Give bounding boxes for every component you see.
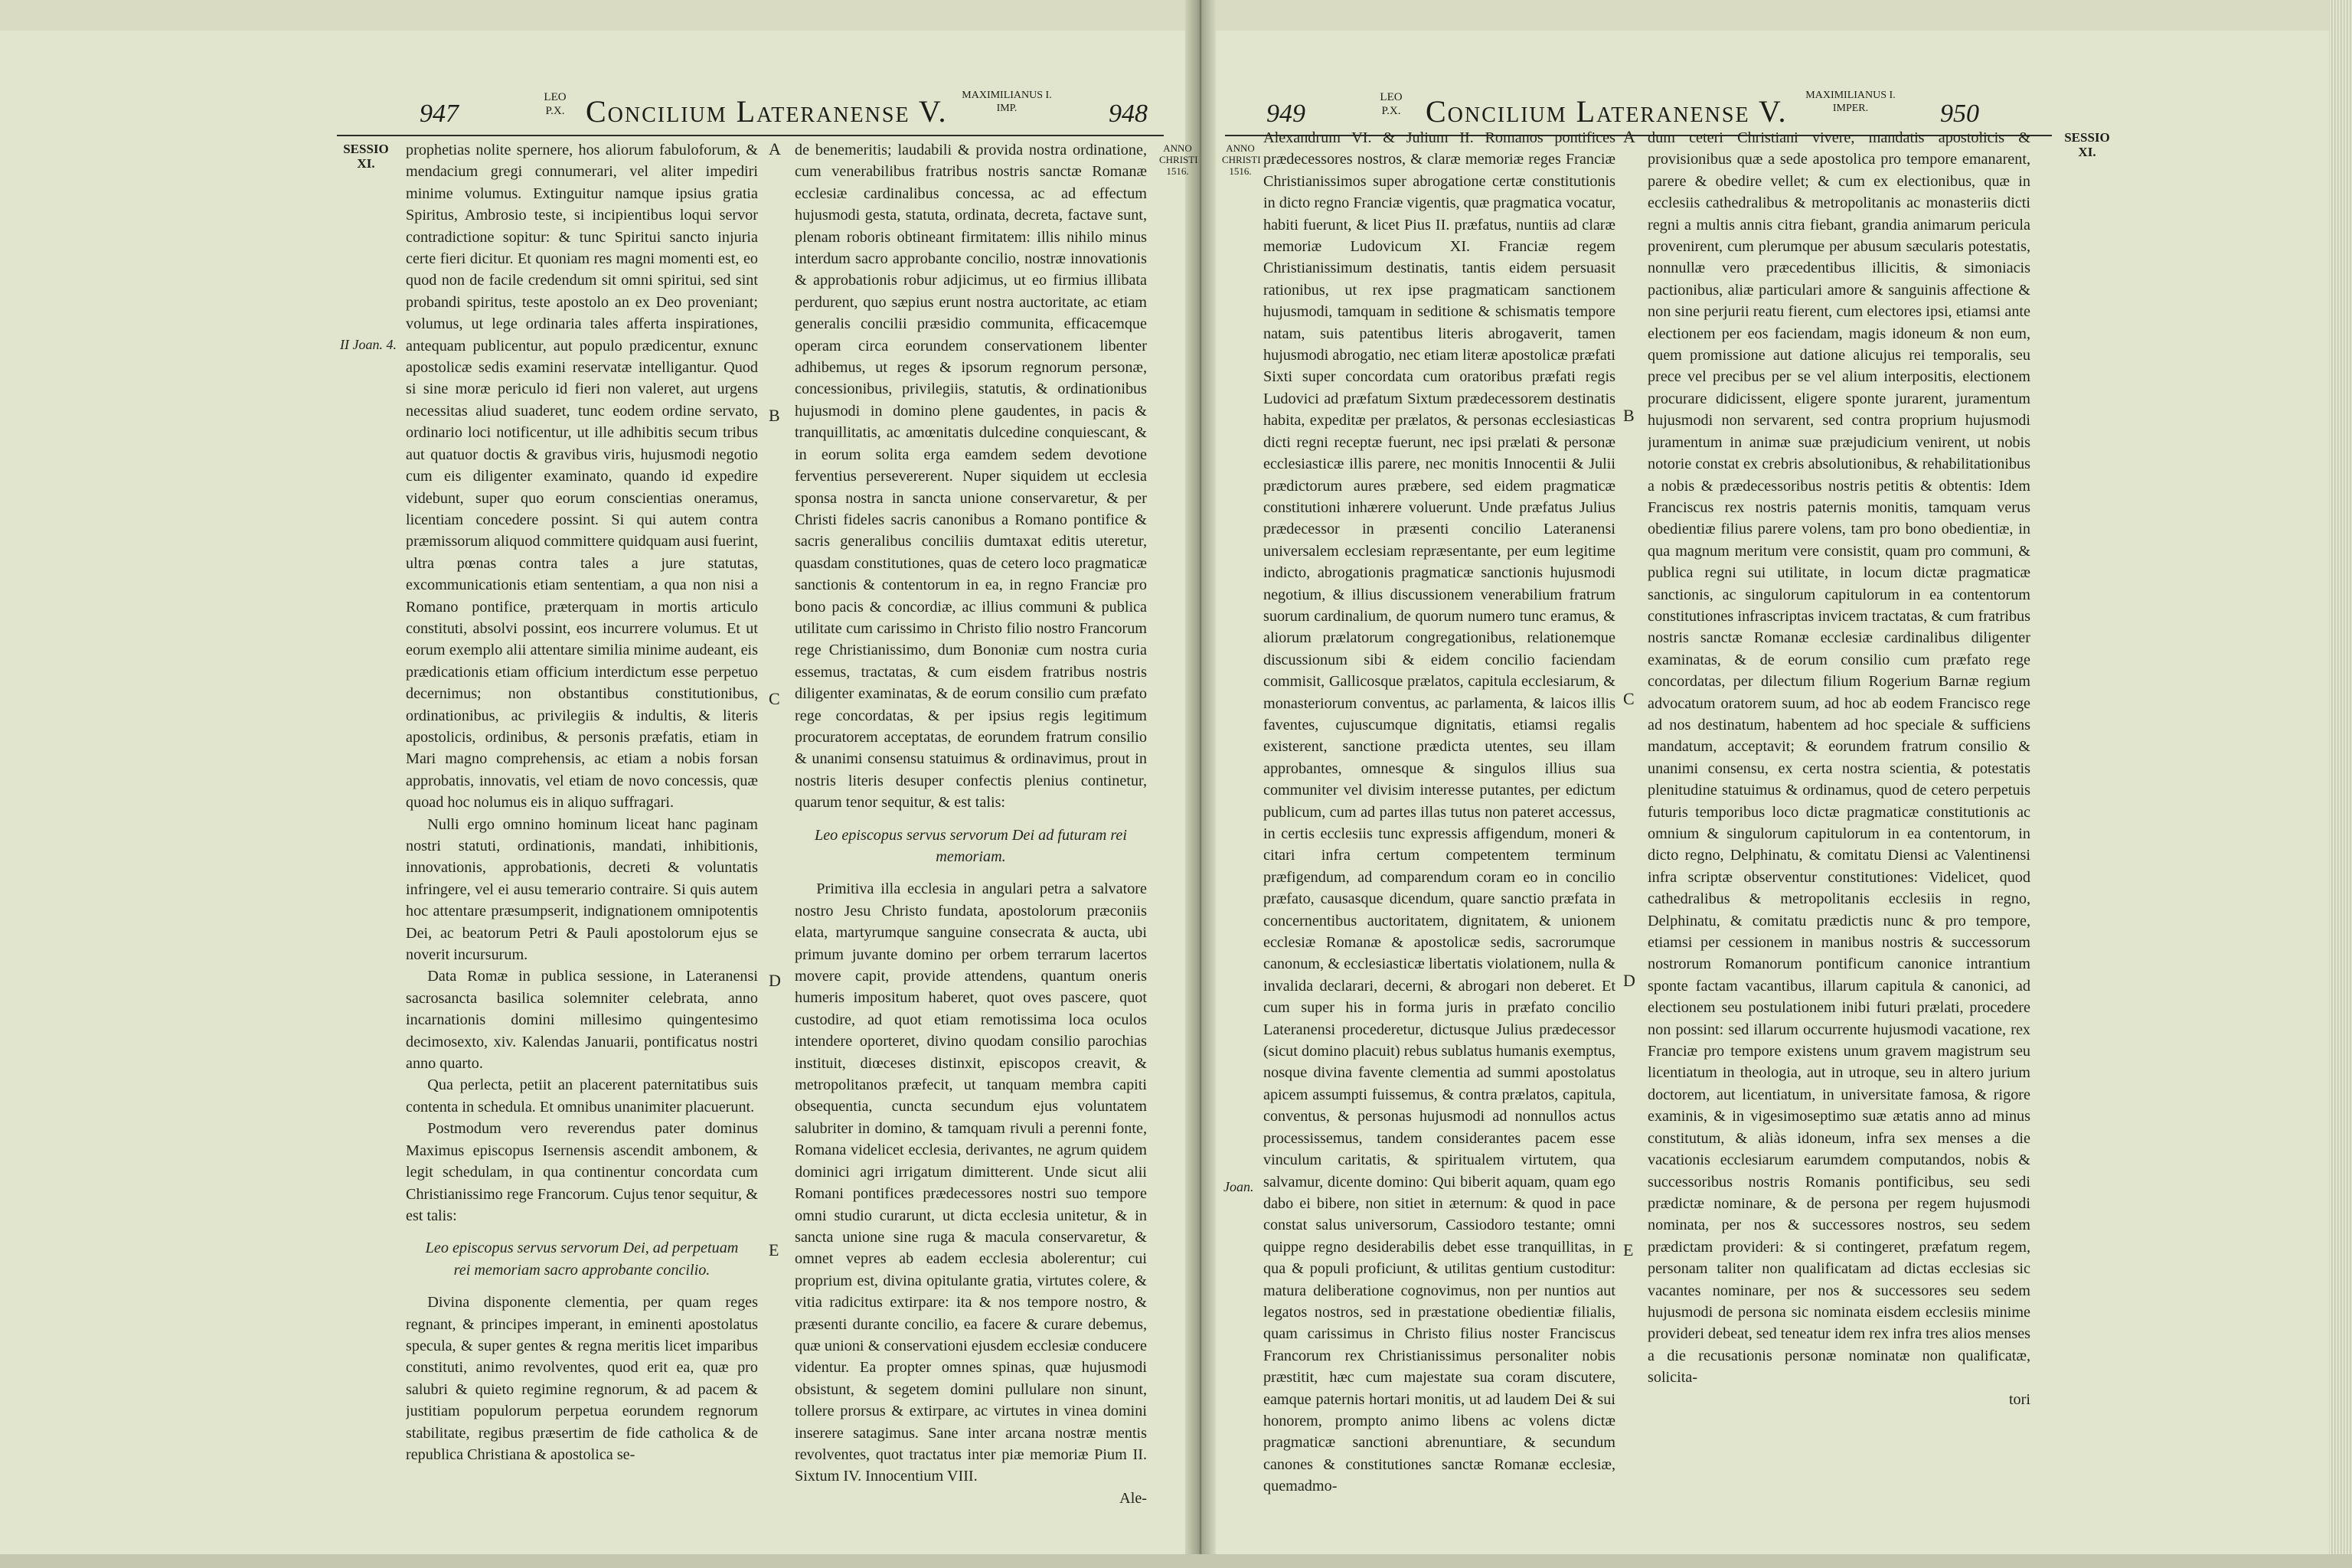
page-number-947: 947 (420, 100, 459, 128)
book-gutter (1185, 0, 1216, 1568)
page-title: Concilium Lateranense V. (1426, 94, 1788, 129)
paragraph: dum ceteri Christiani vivere, mandatis apostolicis & provisionibus quæ a sede apostolica pro tempore emanarent, parere & obedire vellet; & cum ex electionibus, quæ in ecclesiis cathedralibus & metropolitanis ac monasteriis dicti regni a multis annis citra fiebant, grandia animarum pericula provenirent, cum plerumque per abusum sæcularis potestatis, nonnullæ vero præcedentibus illicitis, & simoniacis pactionibus, aliæ particulari amore & sanguinis affectione & non sine perjurii reatu fierent, cum electores ipsi, etiamsi ante electionem per eos faciendam, magis idoneum & non eum, quem promissione aut datione alicujus rei temporalis, seu prece vel precibus per se vel alium interpositis, electionem procurare didicissent, eligere sponte jurarent, juramentum hujusmodi non servarent, sed contra proprium hujusmodi juramentum in animæ suæ præjudicium venirent, ut nobis notorie constat ex crebris absolutionibus, & rehabilitationibus a nobis & prædecessoribus nostris petitis & obtentis: Idem Franciscus rex nostris paternis monitis, tamquam verus obedientiæ filius parere volens, tam pro bono obedientiæ, in qua magnum meritum vere consistit, quam pro communi, & publica regni sui utilitate, in locum dictæ pragmaticæ sanctionis, ac singulorum capitulorum in ea contentorum constitutiones infrascriptas invicem tractatas, & cum fratribus nostris sanctæ Romanæ ecclesiæ cardinalibus diligenter examinatas, & de eorum consilio cum præfato rege concordatas, per dilectum filium Rogerium Barnæ regium advocatum oratorem suum, ad hoc ab eodem Francisco rege ad nos destinatum, habentem ad hoc speciale & sufficiens mandatum, acceptavit; & eorundem fratrum consilio & unanimi consensu, ex certa nostra scientia, & potestatis plenitudine statuimus & ordinamus, quod de cetero perpetuis futuris temporibus loco dictæ pragmaticæ constitutionis ac omnium & singulorum capitulorum in ea contentorum, in dicto regno, Delphinatu, & comitatu Diensi ac Valentinensi infra scriptæ observentur constitutiones: Videlicet, quod cathedralibus & metropolitanis ecclesiis in regno, Delphinatu, & comitatu prædictis nunc & pro tempore, etiamsi per cessionem in manibus nostris & successorum nostrorum Romanorum pontificum canonice intrantium sponte factam vacantibus, illarum capitula & canonici, ad electionem seu postulationem inibi futuri prælati, procedere non possint: sed illarum occurrente hujusmodi vacatione, rex Franciæ pro tempore existens unum gravem magistrum seu licentiatum in theologia, aut in utroque, seu in altero jurium doctorem, aut licentiatum, in universitate famosa, & rigore examinis, & in vigesimoseptimo suæ ætatis anno ad minus constitutum, & aliàs idoneum, infra sex menses a die vacationis ecclesiarum earumdem computandos, nobis & successoribus nostris Romanis pontificibus, seu sedi prædictæ nominare, & de persona per regem hujusmodi nominata, per nos & successores nostros, seu sedem prædictam provideri: & si contingeret, præfatum regem, personam taliter non qualificatam ad dictas ecclesias sic vacantes nominare, per nos & successores seu sedem hujusmodi de persona sic nominata eisdem ecclesiis minime provideri debeat, sed teneatur idem rex infra tres alios menses a die recusationis personæ nominatæ non qualificatæ, solicita- (1648, 129, 2030, 1387)
margin-letter-d-right: D (1623, 971, 1635, 990)
heading-italic: Leo episcopus servus servorum Dei, ad perpetuam rei memoriam sacro approbante concilio. (425, 1240, 739, 1279)
right-page-header (1204, 86, 2352, 132)
margin-letter-c: C (769, 689, 780, 708)
paragraph: prophetias nolite spernere, hos aliorum fabuloforum, & mendacium gregi connumerari, vel aliter impediri minime volumus. Extinguitur namque ipsius gratia Spiritus, Ambrosio teste, si incipientibus loqui servor contradictione sopitur: & tunc Spiritui sancto injuria certe fieri dicitur. Et quoniam res magni momenti est, eo quod non de facile credendum sit omni spiritui, sed sint probandi spiritus, teste apostolo an ex Deo proveniant; volumus, ut lege ordinaria tales afferta inspirationes, antequam publicentur, aut populo prædicentur, exnunc apostolicæ sedis examini reservatæ intelligantur. Quod si sine moræ periculo id fieri non valeret, aut urgens necessitas aliud suaderet, tunc eodem ordine servato, ordinario loci notificentur, ut ille adhibitis secum tribus aut quatuor doctis & gravibus viris, hujusmodi negotio cum eis diligenter examinato, quando id expedire videbunt, super quo eorum conscientias oneramus, licentiam concedere possint. Si qui autem contra præmissorum aliquod committere quidquam ausi fuerint, ultra pœnas contra tales a jure statutas, excommunicationis etiam sententiam, a qua non nisi a Romano pontifice, præterquam in mortis articulo constituti, absolvi possint, eos incurrere volumus. Et ut eorum exemplo alii attentare similia minime audeant, eis prædicationis etiam officium interdictum esse perpetuo decernimus; non obstantibus constitutionibus, ordinationibus, ac privilegiis & indultis, & literis apostolicis, ordinibus, & personis præfatis, etiam in Mari magno comprehensis, ac etiam a nobis forsan approbatis, innovatis, vel etiam de novo concessis, quæ quoad hoc nolumus eis in aliquo suffragari. (406, 142, 758, 812)
pope-label: LEO P.X. (1380, 91, 1403, 117)
margin-letter-e-right: E (1623, 1240, 1634, 1259)
emperor-label: MAXIMILIANUS I. IMP. (962, 90, 1052, 114)
page-edges (2329, 0, 2352, 1568)
paragraph: Primitiva illa ecclesia in angulari petra a salvatore nostro Jesu Christo fundata, apostolorum præconiis elata, martyrumque sanguine consecrata & aucta, ubi primum juvante domino per orbem terrarum lacertos movere capit, provide attendens, quantum oneris humeris impositum haberet, quot oves pascere, quot custodire, ad quot etiam remotissima loca oculos intendere oporteret, divino quodam consilio parochias instituit, diœceses distinxit, episcopos creavit, & metropolitanos præfecit, ut tanquam membra capiti obsequentia, cuncta secundum ejus voluntatem salubriter in domino, & tamquam rivuli a perenni fonte, Romana videlicet ecclesia, derivantes, ne agrum quidem dominici agri irrigatum dimitterent. Unde sicut alii Romani pontifices prædecessores nostri suo tempore omni studio curarunt, ut dicta ecclesia unitetur, & in sancta unione sine ruga & macula conservaretur, & omnet vepres ab eadem ecclesia abolerentur; cui proprium est, divina opitulante gratia, virtutes colere, & vitia radicitus extirpare: ita & nos tempore nostro, & præsenti durante concilio, ea facere & curare debemus, quæ unioni & conservationi ejusdem ecclesiæ conducere videntur. Ea propter omnes spinas, quæ hujusmodi obsistunt, & segetem domini pullulare non sinunt, tollere prorsus & extirpare, ac virtutes in vinea domini inserere satagimus. Sane inter arcana nostræ mentis revolventes, quot tractatus inter piæ memoriæ Pium II. Sixtum IV. Innocentium VIII. (795, 880, 1147, 1485)
heading-italic: Leo episcopus servus servorum Dei ad futuram rei memoriam. (814, 826, 1127, 865)
paragraph: de benemeritis; laudabili & provida nostra ordinatione, cum venerabilibus fratribus nostris sanctæ Romanæ ecclesiæ cardinalibus concessa, ac ad effectum hujusmodi gesta, statuta, ordinata, decreta, factave sunt, plenam roboris obtineant firmitatem: illis nihilo minus interdum sacro approbante concilio, nostræ innovationis & approbationis robur adjicimus, ut eo firmius illibata perdurent, quo sæpius erunt nostra auctoritate, ac etiam generalis concilii præsidio communita, efficacemque operam circa eorundem conservationem libenter adhibemus, ut reges & ipsorum regnorum personæ, concessionibus, privilegiis, statutis, & ordinationibus hujusmodi in domino plene gaudentes, in pacis & tranquillitatis, ac amœnitatis dulcedine conquiescant, & in eorum solita erga eamdem sedem devotione ferventius persevererent. Nuper siquidem ut ecclesia sponsa nostra in sancta unione conservaretur, & per Christi fideles sacris canonibus a Romano pontifice & sacris generalibus conciliis dumtaxat editis uteretur, quasdam constitutiones, quas de cetero loco pragmaticæ sanctionis & contentorum in ea, in regno Franciæ pro bono pacis & concordiæ, ac illius communi & publica utilitate cum carissimo in Christo filio nostro Francorum rege Christianissimo, dum Bononiæ cum nostra curia essemus, tractatas, & cum eisdem fratribus nostris diligenter examinatas, & de eorum consilio cum præfato rege concordatas, & per ipsius regis legitimum procuratorem acceptatas, de eorundem fratrum consilio & unanimi consensu statuimus & ordinavimus, prout in nostris literis desuper confectis plenius continetur, quarum tenor sequitur, & est talis: (795, 142, 1147, 812)
margin-letter-c-right: C (1623, 689, 1635, 708)
pope-label: LEO P.X. (544, 91, 567, 117)
margin-letter-b: B (769, 406, 780, 425)
page-title: Concilium Lateranense V. (586, 94, 948, 129)
catchword: tori (2008, 1390, 2030, 1408)
page-number-948: 948 (1109, 100, 1148, 128)
catchword: Ale- (1119, 1489, 1147, 1507)
paragraph: Nulli ergo omnino hominum liceat hanc paginam nostri statuti, ordinationis, mandati, inhibitionis, innovationis, approbationis, decreti & voluntatis infringere, vel ei ausu temerario contraire. Si quis autem hoc attentare præsumpserit, indignationem omnipotentis Dei, ac beatorum Petri & Pauli apostolorum ejus se noverit incursurum. (406, 815, 758, 964)
margin-letter-b-right: B (1623, 406, 1635, 425)
margin-reference-right: Joan. (1223, 1179, 1254, 1194)
left-column-1 (406, 139, 758, 1548)
emperor-label: MAXIMILIANUS I. IMPER. (1805, 90, 1896, 114)
margin-letter-a-right: A (1623, 127, 1635, 146)
right-column-2 (1648, 127, 2030, 1551)
left-page-header (0, 86, 1194, 132)
left-header-rule (337, 135, 1164, 136)
page-number-949: 949 (1266, 100, 1305, 128)
margin-reference-left: II Joan. 4. (340, 337, 397, 352)
paragraph: Data Romæ in publica sessione, in Lateranensi sacrosancta basilica solemniter celebrata, anno incarnationis domini millesimo quingentesimo decimosexto, xiv. Kalendas Januarii, pontificatus nostri anno quarto. (406, 968, 758, 1073)
right-column-1 (1263, 127, 1615, 1551)
paragraph: Alexandrum VI. & Julium II. Romanos pontifices prædecessores nostros, & claræ memoriæ reges Franciæ Christianissimos super abrogatione certæ constitutionis in dicto regno Franciæ vigentis, quæ pragmatica vocatur, habiti fuerunt, & licet Pius II. præfatus, nuntiis ad claræ memoriæ Ludovicum XI. Franciæ regem Christianissimum destinatis, tantis eidem persuasit rationibus, ut rex ipse pragmaticam sanctionem hujusmodi, tamquam in seditione & schismatis tempore natam, suis patentibus literis abrogaverit, tamen hujusmodi abrogatio, nec etiam literæ apostolicæ præfati Sixti super concordata cum oratoribus præfati regis Ludovici ad præfatum Sixtum prædecessorem destinatis habita, expeditæ per prælatos, & personas ecclesiasticas dicti regni receptæ fuerunt, nec ipsi prælati & personæ ecclesiasticæ illis parere, nec monitis Innocentii & Julii prædictorum aures præbere, sed eidem pragmaticæ constitutioni inhærere voluerunt. Unde præfatus Julius prædecessor in præsenti concilio Lateranensi universalem ecclesiam repræsentante, per eum legitime indicto, abrogationis pragmaticæ sanctionis hujusmodi negotium, & illius discussionem venerabilium fratrum suorum cardinalium, de quorum numero tunc eramus, & aliorum prælatorum congregationibus, relationemque discussionum sibi & eidem concilio faciendam commisit, Gallicosque prælatos, capitula ecclesiarum, & monasteriorum conventus, ac parlamenta, & laicos illis faventes, cujuscumque dignitatis, etiamsi regalis existerent, sanctione prædicta utentes, seu illam approbantes, omnesque & singulos illius sua communiter vel divisim interesse putantes, per edictum publicum, cum ad partes illas tutus non pateret accessus, in certis ecclesiis tunc expressis affigendum, moneri & citari infra certum competentem terminum præfigendum, ad comparendum coram eo in concilio præfato, causasque dicendum, quare sanctio præfata in concernentibus auctoritatem, dignitatem, & unionem ecclesiæ Romanæ & apostolicæ sedis, sacrorumque canonum, & ecclesiasticæ libertatis violationem, nulla & invalida declarari, decerni, & abrogari non deberet. Et cum super his in forma juris in præfato concilio Lateranensi procederetur, dictusque Julius prædecessor (sicut domino placuit) rebus sublatus humanis exemptus, nosque divina favente clementia ad summi apostolatus apicem assumpti fuissemus, & contra prælatos, capitula, conventus, & personas hujusmodi ad nonnullos actus processissemus, tandem considerantes pacem esse vinculum caritatis, & spiritualem virtutem, qua salvamur, dicente domino: Qui biberit aquam, quam ego dabo ei bibere, non sitiet in æternum: & quod in pace constat salus universorum, Cassiodoro testante; omni quippe regno desiderabilis debet esse tranquillitas, in qua & populi proficiunt, & utilitas gentium custoditur: matura deliberatione cognovimus, non per nuntios aut legatos nostros, sed in præstatione obedientiæ filialis, quam carissimus in Christo filius noster Franciscus Francorum rex Christianissimus personaliter nobis præstitit, hæc cum majestate sua coram discutere, eamque paternis hortari monitis, ut ad laudem Dei & sui honorem, prompto animo libens ac volens dictæ pragmaticæ sanctioni abrenuntiare, & secundum canones & constitutiones sanctæ Romanæ ecclesiæ, quemadmo- (1263, 129, 1615, 1495)
margin-letter-e: E (769, 1240, 779, 1259)
sessio-label-right: SESSIO XI. (2064, 130, 2110, 159)
left-column-2 (795, 139, 1147, 1548)
margin-letter-d: D (769, 971, 781, 990)
paragraph: Postmodum vero reverendus pater dominus Maximus episcopus Isernensis ascendit ambonem, & legit schedulam, in qua continentur concordata cum Christianissimo rege Francorum. Cujus tenor sequitur, & est talis: (406, 1120, 758, 1224)
book-bottom-edge (0, 1554, 2352, 1568)
anno-christi-left: ANNO CHRISTI 1516. (1159, 142, 1198, 177)
paragraph: Divina disponente clementia, per quam reges regnant, & principes imperant, in eminenti apostolatus specula, & super gentes & regna meritis licet imparibus constituti, animo revolventes, quod erit ea, quæ pro salubri & quieto regimine regnorum, & ad pacem & justitiam populorum perpetua eorundem regnorum stabilitate, regibus præsertim de fide catholica & de republica Christiana & apostolica se- (406, 1294, 758, 1463)
anno-christi-right: ANNO CHRISTI 1516. (1222, 142, 1261, 177)
page-number-950: 950 (1940, 100, 1979, 128)
margin-letter-a: A (769, 139, 781, 158)
sessio-label-left: SESSIO XI. (343, 142, 389, 171)
paragraph: Qua perlecta, petiit an placerent paternitatibus suis contenta in schedula. Et omnibus unanimiter placuerunt. (406, 1076, 758, 1116)
